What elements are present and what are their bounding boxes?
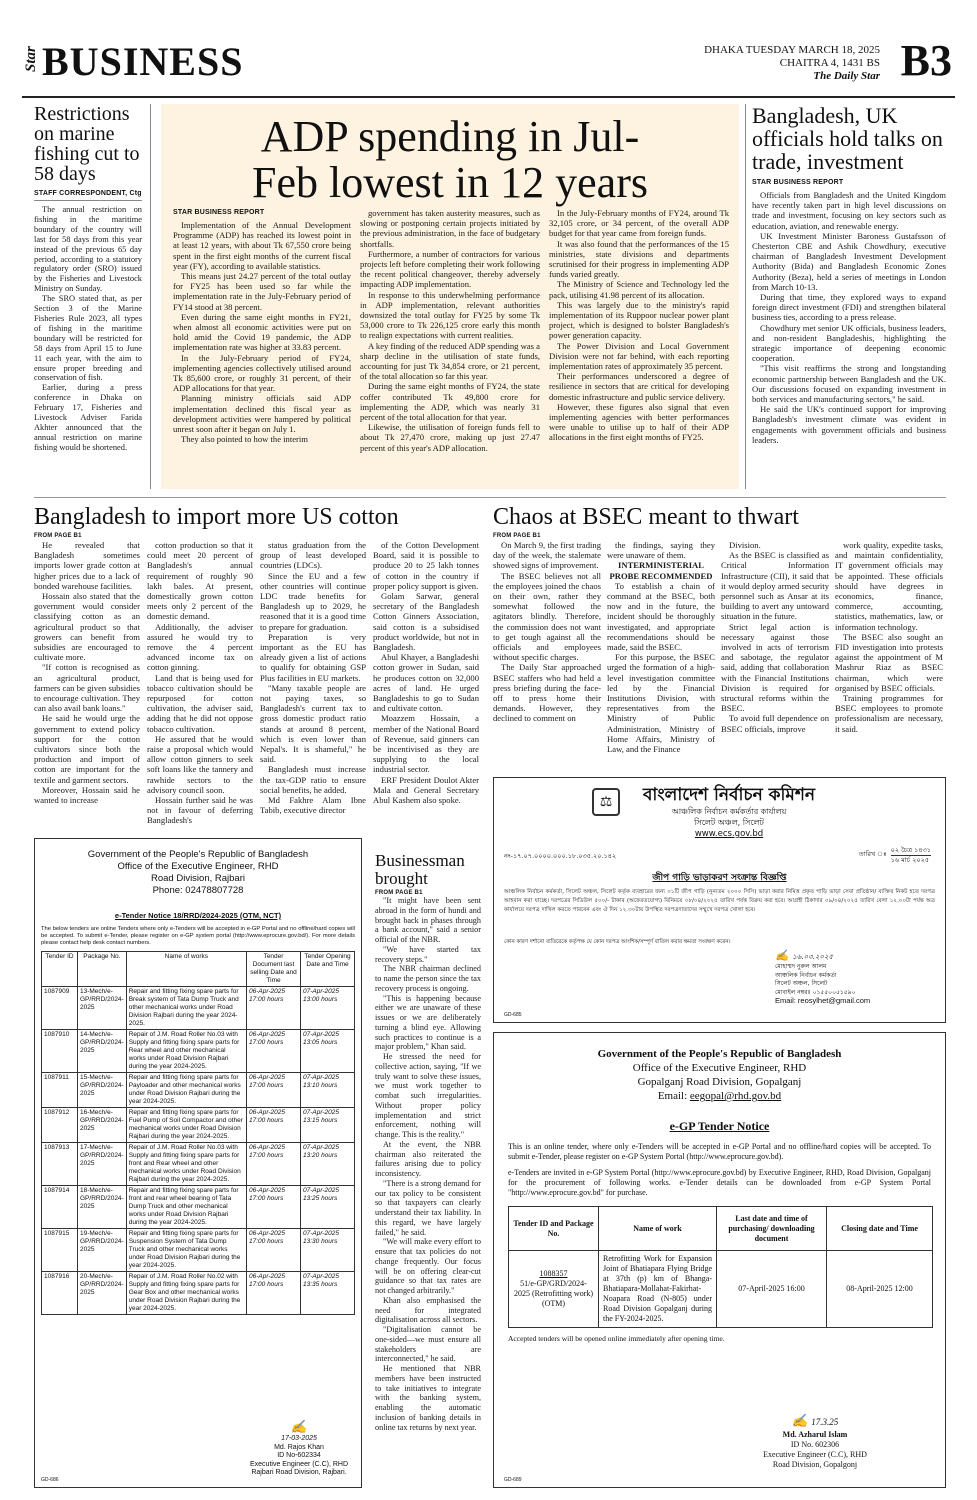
bsec-story <box>493 503 945 754</box>
ad-email <box>494 1089 945 1103</box>
cotton-story <box>34 503 480 826</box>
ad-title: Government of the People's Republic of Bangladesh <box>87 849 309 860</box>
paragraph: Their performances underscored a degree of resilience in sectors that are critical for developing domestic infrastructure and public service delivery. <box>549 371 729 402</box>
section-title: BUSINESS <box>42 39 244 84</box>
table-cell: 18-Mech/e-GP/RRD/2024-2025 <box>78 1185 127 1228</box>
right-story <box>752 104 946 445</box>
paragraph: Training programmes for BSEC employees to promote professionalism are necessary, it said. <box>835 693 943 734</box>
table-cell: 07-Apr-2025 13:20 hours <box>301 1142 355 1185</box>
table-row <box>42 1142 355 1185</box>
paragraph: "There is a strong demand for our tax policy to be consistent so that taxpayers can clearly understand their tax liability. In this regard, we have largely failed," he said. <box>375 1178 481 1237</box>
ec-date-label: তারিখ ঃ <box>858 850 887 858</box>
paragraph: The SRO stated that, as per Section 3 of the Marine Fisheries Rule 2023, all types of fishing in the maritime boundary will be restricted for 58 days from April 15 to June 11 each year, with the aim to ensure proper breeding and conservation of fish. <box>34 294 142 383</box>
signatory-name: Md. Azharul Islam <box>782 1430 848 1439</box>
ad-code: GD-685 <box>504 1012 522 1018</box>
paragraph: Chowdhury met senior UK officials, business leaders, and non-resident Bangladeshis, highlighting the strategic importance of deepening economic cooperation. <box>752 322 946 364</box>
table-cell: 1087911 <box>42 1072 78 1107</box>
table-cell: Repair of J.M. Road Roller No.02 with Supply and fitting fixing spare parts for Gear Box and other mechanical works under Road Division Rajbari during the year 2024-2025. <box>126 1271 246 1314</box>
ec-sub1: আঞ্চলিক নির্বাচন কর্মকর্তার কার্যালয় <box>671 807 787 816</box>
ec-date-bangla: ০২ চৈত্র ১৪৩১ <box>890 846 931 854</box>
masthead <box>22 36 952 94</box>
paragraph: ERF President Doulot Akter Mala and General Secretary Abul Kashem also spoke. <box>373 774 479 806</box>
paragraph: government has taken austerity measures, such as slowing or postponing certain projects initiated by the previous administration, in the face of budgetary shortfalls. <box>360 208 540 249</box>
table-row <box>42 1228 355 1271</box>
cotton-headline: Bangladesh to import more US cotton <box>34 504 399 530</box>
paragraph: Implementation of the Annual Development Programme (ADP) has reached its lowest point in at least 12 years, with about Tk 67,550 crore being spent in the first eight months of the current fiscal year (FY), according to available statistics. <box>173 220 351 271</box>
right-story-byline: STAR BUSINESS REPORT <box>752 179 844 186</box>
ad-notice-title: e-Tender Notice 18/RRD/2024-2025 (OTM, NCT) <box>114 911 282 920</box>
table-row <box>42 1185 355 1228</box>
table-cell: Repair of J.M. Road Roller No.03 with Supply and fitting fixing spare parts for Rear wheel and other mechanical works under Road Division Rajbari during the year 2024-2025. <box>126 1029 246 1072</box>
paragraph: Moreover, Hossain said he wanted to increase <box>34 784 140 806</box>
email-link[interactable]: eegopal@rhd.gov.bd <box>689 1090 782 1102</box>
ad-code: GD-689 <box>504 1477 522 1483</box>
paragraph: Likewise, the utilisation of foreign funds fell to about Tk 27,470 crore, making up just 27.47 percent of this year's ADP allocation. <box>360 422 540 453</box>
table-row <box>509 1251 933 1328</box>
table-cell: 07-Apr-2025 13:05 hours <box>301 1029 355 1072</box>
paragraph: He assured that he would raise a proposal which would allow cotton ginners to seek soft loans like the tannery and rawhide sectors to the advisory council soon. <box>147 733 253 795</box>
paragraph: It was also found that the performances of the 15 ministries, state divisions and departments scrutinised for their progress in implementing ADP funds varied greatly. <box>549 238 729 280</box>
col-header: Tender Opening Date and Time <box>301 951 355 986</box>
paragraph: For this purpose, the BSEC urged the formation of a high-level investigation committee led by the Financial Institutions Division, with representatives from the Ministry of Public Administration, Ministry of Home Affairs, Ministry of Law, and the Finance <box>607 652 715 755</box>
paragraph: The BSEC also sought an FID investigation into protests against the appointment of M Mashrur Riaz as BSEC chairman, which were organised by BSEC officials. <box>835 631 943 693</box>
col-header: Name of work <box>599 1207 717 1251</box>
table-cell: 07-April-2025 16:00 <box>717 1251 827 1328</box>
table-cell: 1087914 <box>42 1185 78 1228</box>
lead-headline: ADP spending in Jul-Feb lowest in 12 years <box>252 112 648 207</box>
tender-table <box>41 951 355 1315</box>
table-row <box>42 1072 355 1107</box>
ad-para: This is an online tender, where only e-Tenders will be accepted in e-GP Portal and no offline/hard copies will be accepted. To submit e-Tender, please register on e-GP System Portal (http://www.eprocure.gov.bd). <box>508 1142 931 1161</box>
paragraph: "Many taxable people are not paying taxes, so Bangladesh's current tax to gross domestic product ratio stands at around 8 percent, which is even lower than Nepal's. It is shameful," he said. <box>260 682 366 765</box>
paragraph: "We have started tax recovery steps." <box>375 944 481 964</box>
table-cell: 08-April-2025 12:00 <box>827 1251 933 1328</box>
paragraph: Bangladesh must increase the tax-GDP ratio to ensure social benefits, he added. <box>260 764 366 795</box>
lead-story <box>161 104 739 489</box>
paragraph: Division. <box>729 540 761 550</box>
paragraph: The BSEC believes not all the employees joined the chaos on their own, rather they somewhat followed the agitators blindly. Therefore, the commission does not want to get tough against all the officials and employees without specific charges. <box>493 570 601 663</box>
table-cell: Repair and fitting fixing spare parts for Payloader and other mechanical works under Road Division Rajbari during the year 2024-2025. <box>126 1072 246 1107</box>
signatory-title: Executive Engineer (C.C), RHD <box>763 1450 867 1459</box>
ec-signatory: মোহাম্মদ নুরুল আলম <box>775 963 827 970</box>
signatory-name: Md. Rajos Khan <box>274 1443 324 1451</box>
ad-intro: The below tenders are online Tenders where only e-Tenders will be accepted in e-GP Portal and no offline/hard copies will be accepted. To submit e-Tender, please register on e-GP system portal (http://www.eprocure.gov.bd/). For more details please contact help desk contact numbers. <box>41 926 355 947</box>
paragraph: Since the EU and a few other countries will continue LDC trade benefits for Bangladesh up to 2029, he reasoned that it is a good time to prepare for graduation. <box>260 570 366 632</box>
table-cell: 07-Apr-2025 13:00 hours <box>301 986 355 1029</box>
table-row <box>42 1029 355 1072</box>
paragraph: Furthermore, a number of contractors for various projects left before completing their work following the recent political changeover, thereby adversely impacting ADP implementation. <box>360 248 540 290</box>
ad-para: e-Tenders are invited in e-GP System Portal (http://www.eprocure.gov.bd) by Executive Engineer, RHD, Road Division, Gopalganj for the procurement of following works. e-Tender details can be downloaded from e-GP System Portal "http://www.eprocure.gov.bd" for purchase. <box>508 1168 931 1197</box>
paragraph: To establish a chain of command at the BSEC, both now and in the future, the incident should be thoroughly investigated, and appropriate recommendations should be made, said the BSEC. <box>607 580 715 653</box>
ec-note: কোন কারণ দর্শানো ব্যতিরেকে কর্তৃপক্ষ যে কোন দরপত্র আংশিক/সম্পূর্ণ বাতিল করার ক্ষমতা সংরক্ষণ করেন। <box>504 939 731 945</box>
ec-ad <box>493 777 946 1023</box>
paragraph: "If cotton is recognised as an agricultural product, farmers can be given subsidies to encourage cultivation. They can also avail bank loans." <box>34 662 140 714</box>
table-cell: 06-Apr-2025 17:00 hours <box>247 1029 301 1072</box>
paragraph: During that time, they explored ways to expand foreign direct investment (FDI) and strengthen bilateral business ties, according to a press release. <box>752 292 946 323</box>
table-row <box>42 1271 355 1314</box>
table-cell: 14-Mech/e-GP/RRD/2024-2025 <box>78 1029 127 1072</box>
signature-mark: ✍ <box>290 1420 308 1435</box>
paragraph: Land that is being used for tobacco cultivation should be repurposed for cotton cultivation, the adviser said, adding that he did not oppose tobacco cultivation. <box>147 672 253 734</box>
signature-mark: ✍ ১৬.০৩.২০২৫ <box>775 949 834 962</box>
left-story-byline: STAFF CORRESPONDENT, Ctg <box>34 190 142 201</box>
table-cell: 1087916 <box>42 1271 78 1314</box>
package-no: 51/e-GP/GRD/2024-2025 (Retrofitting work) (OTM) <box>513 1279 594 1308</box>
paragraph: He mentioned that NBR members have been instructed to take initiatives to integrate with the banking system, enabling the automatic inclusion of banking details in online tax returns by next year. <box>375 1364 481 1432</box>
table-cell: 06-Apr-2025 17:00 hours <box>247 1142 301 1185</box>
ad-code: GD-686 <box>41 1477 59 1483</box>
table-cell: 13-Mech/e-GP/RRD/2024-2025 <box>78 986 127 1029</box>
table-cell: Repair and fitting fixing spare parts for Break system of Tata Dump Truck and other mechanical works under Road Division Rajbari during the year 2024-2025. <box>126 986 246 1029</box>
table-cell: 20-Mech/e-GP/RRD/2024-2025 <box>78 1271 127 1314</box>
paragraph: They also pointed to how the interim <box>181 434 308 445</box>
paragraph: Moazzem Hossain, a member of the National Board of Revenue, said ginners can be incentivised as they are supplying to the local industrial sector. <box>373 713 479 775</box>
businessman-headline: Businessman brought <box>375 851 465 888</box>
from-page: FROM PAGE B1 <box>34 533 82 539</box>
paragraph: He revealed that Bangladesh sometimes imports lower grade cotton at higher prices due to a lack of bonded warehouse facilities. <box>34 540 140 591</box>
col-header: Closing date and Time <box>827 1207 933 1251</box>
tender-table <box>508 1206 933 1328</box>
paragraph: Earlier, during a press conference in Dhaka on February 17, Fisheries and Livestock Adviser Farida Akhter announced that the annual restriction on marine fishing would be shortened. <box>34 383 142 452</box>
signatory-id: ID No-602334 <box>277 1452 321 1459</box>
paragraph: He said the UK's continued support for improving Bangladesh's investment climate was evident in engagements with government officials and business leaders. <box>752 404 946 445</box>
ec-sub2: সিলেট অঞ্চল, সিলেট <box>694 818 764 827</box>
bsec-headline: Chaos at BSEC meant to thwart <box>493 504 799 530</box>
paragraph: Even during the same eight months in FY21, when almost all economic activities were put on hold amid the Covid 19 pandemic, the ADP implementation rate was higher at 33.83 percent. <box>173 311 351 353</box>
paragraph: This was largely due to the ministry's rapid implementation of its Ruppoor nuclear power plant project, which is designed to bolster Bangladesh's power generation capacity. <box>549 299 729 341</box>
right-story-headline: Bangladesh, UK officials hold talks on trade, investment <box>752 103 943 174</box>
masthead-brand: Star <box>23 46 39 72</box>
ec-body: আঞ্চলিক নির্বাচন কর্মকর্তা, সিলেট অঞ্চল, সিলেট কর্তৃক ব্যবহারের জন্য ০১টি জীপ গাড়ি (নুন্যতম ২০০০ সিসি) ভাড়া করার নিমিত্ত প্রকৃত গাড়ি ভাড়া সেবা প্রতিষ্ঠান/ ব্যক্তির নিকট হতে দরপত্র আহবান করা যাচ্ছে। দরপত্রের সিডিউল ৫০০/- টাকার (অফেরতযোগ্য) বিনিময়ে ০৮/০৪/২০২৫ তারিখ পর্যন্ত বিক্রয় করা হবে। আগ্রহী ঠিকাদার ০৯/০৪/২০২৫ তারিখ বেলা ১২.০০টা পর্যন্ত অত্র কার্যালয়ে দরপত্র দাখিল করতে পারবেন এবং ঐ দিন ১২.৩০টায় উপস্থিত দরপত্রদাতাদের সম্মুখে দরপত্র খোলা হবে। <box>504 889 935 913</box>
table-cell: Retrofitting Work for Expansion Joint of Bhatiapara Flying Bridge at 37th (p) km of Bhanga-Bhatiapara-Mollahat-Fakirhat-Noapara Road (N-805) under Road Division Gopalganj during the FY-2024-2025. <box>599 1251 717 1328</box>
table-cell: Repair and fitting fixing spare parts for Suspension System of Tata Dump Truck and other mechanical works under Road Division Rajbari during the year 2024-2025. <box>126 1228 246 1271</box>
paragraph: Khan also emphasised the need for integrated digitalisation across all sectors. <box>375 1295 481 1325</box>
paragraph: A key finding of the reduced ADP spending was a sharp decline in the utilisation of state funds, accounting for just Tk 34,854 crore, or 21 percent, of the total allocation so far this year. <box>360 340 540 382</box>
paragraph: In the July-February months of FY24, around Tk 32,105 crore, or 34 percent, of the overall ADP budget for that year came from foreign funds. <box>549 208 729 239</box>
table-cell: 06-Apr-2025 17:00 hours <box>247 1072 301 1107</box>
paragraph: This means just 24.27 percent of the total outlay for FY25 has been used so far while the implementation rate in the July-February period of FY14 stood at 38 percent. <box>173 271 351 312</box>
paragraph: The annual restriction on fishing in the maritime boundary of the country will last for 58 days from this year instead of the previous 65 day period, according to a statutory regulatory order (SRO) issued by the Fisheries and Livestock Ministry on Sunday. <box>34 205 142 294</box>
rhd-gopalganj-ad <box>493 1032 946 1488</box>
table-cell: 06-Apr-2025 17:00 hours <box>247 1185 301 1228</box>
signatory-id: ID No. 602306 <box>790 1440 840 1449</box>
table-cell: 16-Mech/e-GP/RRD/2024-2025 <box>78 1107 127 1142</box>
table-cell: 06-Apr-2025 17:00 hours <box>247 1107 301 1142</box>
paragraph: work quality, expedite tasks, and maintain confidentiality, IT government officials may be appointed. These officials should have degrees in economics, finance, commerce, accounting, statistics, mathematics, law, or information technology. <box>835 540 943 632</box>
table-cell: 07-Apr-2025 13:15 hours <box>301 1107 355 1142</box>
table-cell: 19-Mech/e-GP/RRD/2024-2025 <box>78 1228 127 1271</box>
paragraph: In response to this underwhelming performance in ADP implementation, relevant authorities downsized the total outlay for FY25 by some Tk 53,000 crore to Tk 226,125 crore early this month to realign expectations with current realities. <box>360 289 540 341</box>
paragraph: Preparation is very important as the EU has already given a list of actions to qualify for obtaining GSP Plus facilities in EU markets. <box>260 631 366 683</box>
table-cell: 06-Apr-2025 17:00 hours <box>247 1271 301 1314</box>
table-cell: 06-Apr-2025 17:00 hours <box>247 986 301 1029</box>
paragraph: "This visit reaffirms the strong and longstanding economic partnership between Bangladesh and the UK. Our discussions focused on expanding investment in both services and manufacturing sectors," he said. <box>752 363 946 405</box>
paragraph: During the same eight months of FY24, the state coffer contributed Tk 49,800 crore for implementing the ADP, which was nearly 31 percent of the total allocation for that year. <box>360 381 540 423</box>
col-header: Tender Document last selling Date and Time <box>247 951 301 986</box>
table-cell: Repair and fitting fixing spare parts for front and rear wheel bearing of Tata Dump Truck and other mechanical works under Road Division Rajbari during the year 2024-2025. <box>126 1185 246 1228</box>
col-header: Tender ID <box>42 951 78 986</box>
signatory-office: Rajbari Road Division, Rajbari. <box>251 1469 347 1476</box>
table-row <box>42 1107 355 1142</box>
paragraph: The NBR chairman declined to name the person since the tax recovery process is ongoing. <box>375 964 481 993</box>
table-cell: 07-Apr-2025 13:25 hours <box>301 1185 355 1228</box>
ec-notice-title: জীপ গাড়ি ভাড়াকরণ সংক্রান্ত বিজ্ঞপ্তি <box>652 873 787 883</box>
paragraph: He said he would urge the government to extend policy support for the cotton cultivators since both the production and import of cotton are important for the textile and garment sectors. <box>34 713 140 785</box>
left-story-headline: Restrictions on marine fishing cut to 58 days <box>34 103 140 185</box>
table-cell: 1087915 <box>42 1228 78 1271</box>
table-cell: 1087913 <box>42 1142 78 1185</box>
ec-email: Email: reosylhet@gmail.com <box>775 996 871 1005</box>
paragraph: UK Investment Minister Baroness Gustafsson of Chesterton CBE and Ashik Chowdhury, executive chairman of Bangladesh Investment Development Authority (Bida) and Bangladesh Economic Zones Authority (Beza), held a series of meetings in London from March 10-13. <box>752 230 946 292</box>
paragraph: cotton production so that it could meet 20 percent of Bangladesh's annual requirement of roughly 90 lakh bales. At present, domestically grown cotton meets only 2 percent of the domestic demand. <box>147 540 253 622</box>
paragraph: At the event, the NBR chairman also reiterated the failures arising due to policy inconsistency. <box>375 1139 481 1178</box>
signature-date: 17.3.25 <box>811 1417 839 1427</box>
signatory-title: Executive Engineer (C.C), RHD <box>249 1460 349 1468</box>
subhead: INTERMINISTERIAL PROBE RECOMMENDED <box>609 560 713 581</box>
paragraph: "Digitalisation cannot be one-sided—we must ensure all stakeholders are interconnected," he said. <box>375 1325 481 1364</box>
table-cell: 07-Apr-2025 13:30 hours <box>301 1228 355 1271</box>
table-cell: 15-Mech/e-GP/RRD/2024-2025 <box>78 1072 127 1107</box>
signature-mark: ✍ 17.3.25 <box>791 1413 839 1428</box>
businessman-story <box>375 852 481 1432</box>
ad-office: Office of the Executive Engineer, RHD <box>632 1062 807 1074</box>
ad-title: Government of the People's Republic of Bangladesh <box>597 1048 842 1060</box>
col-header: Last date and time of purchasing/ downloading document <box>717 1207 827 1251</box>
ad-footer: Accepted tenders will be opened online immediately after opening time. <box>508 1334 725 1343</box>
date-line: DHAKA TUESDAY MARCH 18, 2025 <box>704 44 880 56</box>
table-cell: 17-Mech/e-GP/RRD/2024-2025 <box>78 1142 127 1185</box>
table-cell: Repair and fitting fixing spare parts for Fuel Pump of Soil Compactor and other mechanical works under Road Division Rajbari during the year 2024-2025. <box>126 1107 246 1142</box>
paragraph: The Ministry of Science and Technology led the pack, utilising 41.98 percent of its allocation. <box>549 279 729 300</box>
paragraph: He stressed the need for collective action, saying, "If we truly want to solve these issues, we must work together to combat such irregularities. Without proper policy implementation and strict enforcement, nothing will change. This is the reality." <box>375 1052 481 1139</box>
ad-division: Gopalganj Road Division, Gopalganj <box>637 1076 802 1088</box>
paragraph: status graduation from the group of least developed countries (LDCs). <box>260 540 366 571</box>
table-cell: 1087912 <box>42 1107 78 1142</box>
ad-phone: Phone: 02478807728 <box>152 885 244 896</box>
paragraph: Officials from Bangladesh and the United Kingdom have recently taken part in high level discussions on trade and investment, focusing on key sectors such as education, aviation, and renewable energy. <box>752 190 946 231</box>
paragraph: Planning ministry officials said ADP implementation declined this fiscal year as development activities were hampered by political unrest soon after it began on July 1. <box>173 393 351 435</box>
from-page: FROM PAGE B1 <box>375 890 423 896</box>
col-header: Package No. <box>78 951 127 986</box>
paragraph: Md Fakhre Alam Ibne Tabib, executive director <box>260 795 366 816</box>
paragraph: Golam Sarwar, general secretary of the Bangladesh Cotton Ginners Association, said cotton is a subsidised product worldwide, but not in Bangladesh. <box>373 591 479 653</box>
table-cell: Repair of J.M. Road Roller No.03 with Supply and fitting fixing spare parts for front and Rear wheel and other mechanical works under Road Division Rajbari during the year 2024-2025. <box>126 1142 246 1185</box>
ec-memo: নং-১৭.০৭.০০০০.০০০.১৮.০৩৫.২০.১৪২ <box>504 852 617 860</box>
paragraph: However, these figures also signal that even implementing agencies with better performances were unable to utilise up to half of their ADP allocations in the first eight months of FY25. <box>549 401 729 443</box>
paragraph: "It might have been sent abroad in the form of hundi and brought back in phases through a bank account," said a senior official of the NBR. <box>375 896 481 944</box>
signatory-office: Road Division, Gopalgonj <box>772 1460 858 1469</box>
paragraph: Abul Khayer, a Bangladeshi cotton grower in Sudan, said he produces cotton on 32,000 acres of land. He urged Bangladeshis to go to Sudan and cultivate cotton. <box>373 652 479 714</box>
paragraph: "This is happening because either we are unaware of these issues or we are deliberately turning a blind eye. Allowing such practices to continue is a major problem," Khan said. <box>375 993 481 1052</box>
paragraph: To avoid full dependence on BSEC officials, improve <box>721 713 829 734</box>
paragraph: In the July-February period of FY24, implementing agencies collectively utilised around Tk 85,600 crore, or roughly 31 percent, of their ADP allocations for that year. <box>173 352 351 394</box>
table-cell: 06-Apr-2025 17:00 hours <box>247 1228 301 1271</box>
col-header: Name of works <box>126 951 246 986</box>
paragraph: "We will make every effort to ensure that tax policies do not change frequently. Our focus will be on offering clear-cut guidance so that tax rates are not changed arbitrarily." <box>375 1237 481 1295</box>
table-cell <box>509 1251 599 1328</box>
tender-id: 1088357 <box>539 1269 568 1278</box>
paragraph: of the Cotton Development Board, said it is possible to produce 20 to 25 lakh tonnes of cotton in the country if proper policy support is given. <box>373 540 479 591</box>
rhd-rajbari-ad <box>34 838 362 1488</box>
paragraph: the findings, saying they were unaware of them. <box>607 540 715 561</box>
table-cell: 07-Apr-2025 13:10 hours <box>301 1072 355 1107</box>
paper-name: The Daily Star <box>813 70 880 82</box>
ec-title: বাংলাদেশ নির্বাচন কমিশন <box>642 785 816 805</box>
paragraph: As the BSEC is classified as Critical Information Infrastructure (CII), it said that it would deploy armed security personnel such as Ansar at its building to avert any untoward situation in the future. <box>721 550 829 622</box>
ec-logo: ⚖ <box>592 788 620 816</box>
table-row <box>42 986 355 1029</box>
table-cell: 1087910 <box>42 1029 78 1072</box>
ec-signatory-title: আঞ্চলিক নির্বাচন কর্মকর্তা <box>775 971 837 979</box>
paragraph: The Daily Star approached BSEC staffers who had held a press briefing during the face-off to press home their demands. However, they declined to comment on <box>493 662 601 724</box>
ec-phone: মোবাইল নম্বরঃ ০১৫৫০০৫১৫৯০ <box>775 988 856 996</box>
ec-website[interactable]: www.ecs.gov.bd <box>694 829 764 839</box>
signature-date: 17-03-2025 <box>281 1435 317 1442</box>
ad-office: Office of the Executive Engineer, RHD <box>117 861 279 872</box>
ec-date-english: ১৬ মার্চ ২০২৫ <box>890 856 930 864</box>
paragraph: On March 9, the first trading day of the week, the stalemate showed signs of improvement. <box>493 540 601 571</box>
table-cell: 07-Apr-2025 13:35 hours <box>301 1271 355 1314</box>
ad-notice-title: e-GP Tender Notice <box>669 1119 770 1133</box>
ad-division: Road Division, Rajbari <box>151 873 245 884</box>
from-page: FROM PAGE B1 <box>493 533 541 539</box>
paragraph: Hossain further said he was not in favour of deferring Bangladesh's <box>147 795 253 826</box>
email-label: Email: <box>657 1090 690 1102</box>
ec-sig-date: ১৬.০৩.২০২৫ <box>792 953 834 961</box>
paragraph: The Power Division and Local Government Division were not far behind, with each reporting implementation rates of approximately 35 percent. <box>549 340 729 372</box>
col-header: Tender ID and Package No. <box>509 1207 599 1251</box>
paragraph: Strict legal action is necessary against those involved in acts of terrorism and sabotage, the regulator said, adding that collaboration with the Financial Institutions Division is required for structural reforms within the BSEC. <box>721 621 829 714</box>
paragraph: Hossain also stated that the government would consider classifying cotton as an agricultural product so that growers can benefit from subsidies are encouraged to cultivate more. <box>34 591 140 663</box>
left-story <box>34 104 142 453</box>
bangla-date-line: CHAITRA 4, 1431 BS <box>779 57 880 69</box>
paragraph: Additionally, the adviser assured he would try to remove the 4 percent advanced income tax on cotton ginning. <box>147 621 253 673</box>
lead-byline: STAR BUSINESS REPORT <box>173 209 265 216</box>
table-cell: 1087909 <box>42 986 78 1029</box>
page-number: B3 <box>900 36 952 85</box>
ec-signatory-office: সিলেট অঞ্চল, সিলেট <box>775 980 828 987</box>
